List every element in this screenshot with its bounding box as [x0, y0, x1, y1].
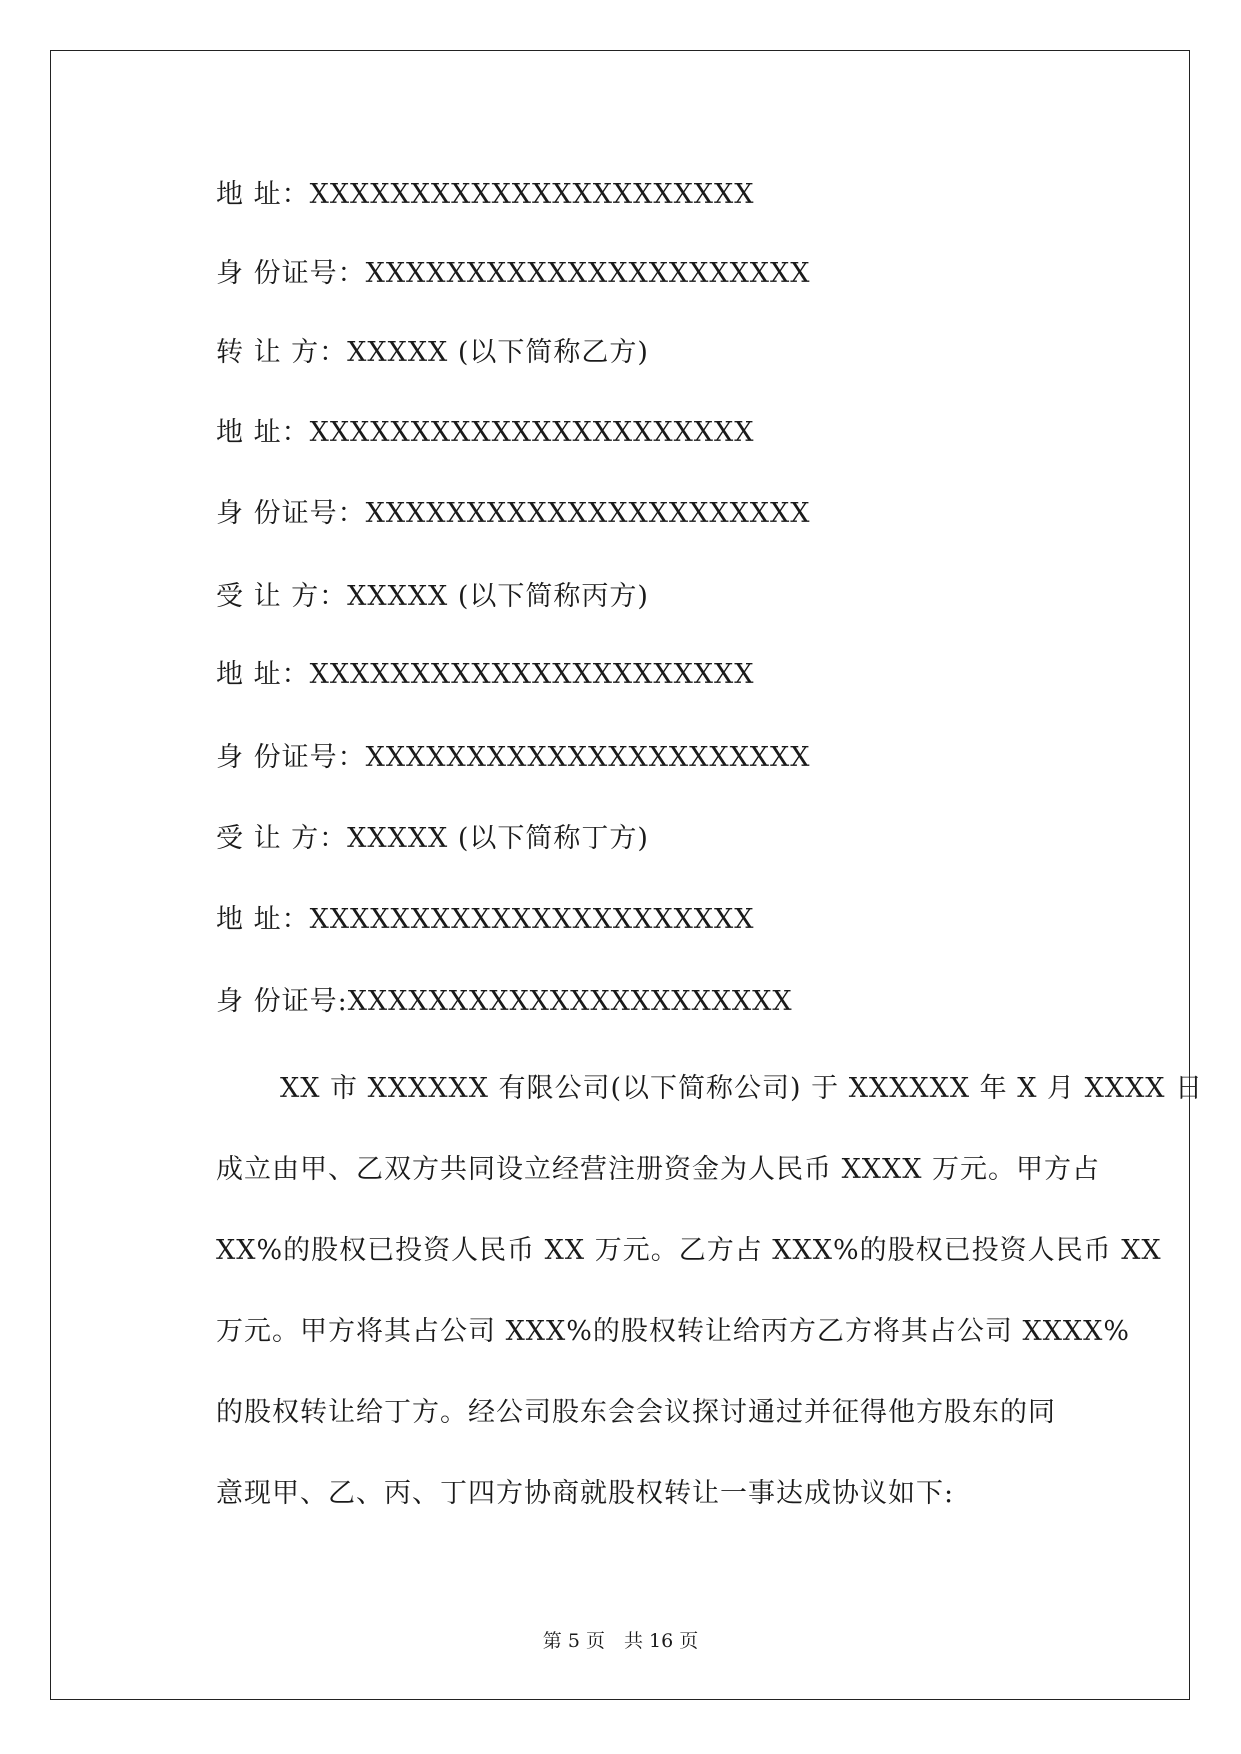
field-value: XXXXXXXXXXXXXXXXXXXXXX: [365, 742, 811, 773]
agreement-paragraph: [152, 1048, 1204, 1534]
party-line: [216, 413, 754, 453]
field-value: XXXXXXXXXXXXXXXXXXXXXX: [347, 986, 793, 1017]
paragraph-line: XX%的股权已投资人民币 XX 万元。乙方占 XXX%的股权已投资人民币 XX: [216, 1235, 1162, 1266]
party-line: [216, 494, 810, 534]
field-value: XXXXXXXXXXXXXXXXXXXXXX: [365, 258, 811, 289]
field-label: 受 让 方：: [216, 823, 348, 854]
party-line: [216, 333, 649, 373]
party-line: [216, 254, 810, 294]
field-value: XXXXXXXXXXXXXXXXXXXXXX: [309, 417, 755, 448]
paragraph-line: XX 市 XXXXXX 有限公司(以下简称公司) 于 XXXXXX 年 X 月 XXXX 日: [280, 1073, 1204, 1104]
paragraph-line: 意现甲、乙、丙、丁四方协商就股权转让一事达成协议如下:: [216, 1478, 955, 1509]
field-value: XXXXXXXXXXXXXXXXXXXXXX: [309, 904, 755, 935]
field-label: 地 址：: [216, 659, 310, 690]
field-label: 转 让 方：: [216, 337, 348, 368]
page-footer: 第 5 页 共 16 页: [542, 1630, 699, 1652]
field-label: 地 址：: [216, 904, 310, 935]
field-label: 身 份证号:: [216, 986, 348, 1017]
party-line: [216, 819, 649, 859]
field-label: 受 让 方：: [216, 581, 348, 612]
party-line: [216, 577, 649, 617]
field-label: 地 址：: [216, 417, 310, 448]
party-line: [216, 900, 754, 940]
field-value: XXXXX (以下简称丙方): [347, 581, 649, 612]
party-line: [216, 738, 810, 778]
field-value: XXXXXXXXXXXXXXXXXXXXXX: [365, 498, 811, 529]
party-line: [216, 982, 793, 1022]
paragraph-line: 的股权转让给丁方。经公司股东会会议探讨通过并征得他方股东的同: [216, 1397, 1056, 1428]
party-line: [216, 655, 754, 695]
paragraph-line: 成立由甲、乙双方共同设立经营注册资金为人民币 XXXX 万元。甲方占: [216, 1154, 1101, 1185]
field-label: 身 份证号：: [216, 258, 366, 289]
field-label: 身 份证号：: [216, 498, 366, 529]
field-label: 地 址：: [216, 179, 310, 210]
field-value: XXXXXXXXXXXXXXXXXXXXXX: [309, 179, 755, 210]
field-label: 身 份证号：: [216, 742, 366, 773]
party-line: [216, 175, 754, 215]
field-value: XXXXX (以下简称丁方): [347, 823, 649, 854]
field-value: XXXXXXXXXXXXXXXXXXXXXX: [309, 659, 755, 690]
paragraph-line: 万元。甲方将其占公司 XXX%的股权转让给丙方乙方将其占公司 XXXX%: [216, 1316, 1131, 1347]
field-value: XXXXX (以下简称乙方): [347, 337, 649, 368]
